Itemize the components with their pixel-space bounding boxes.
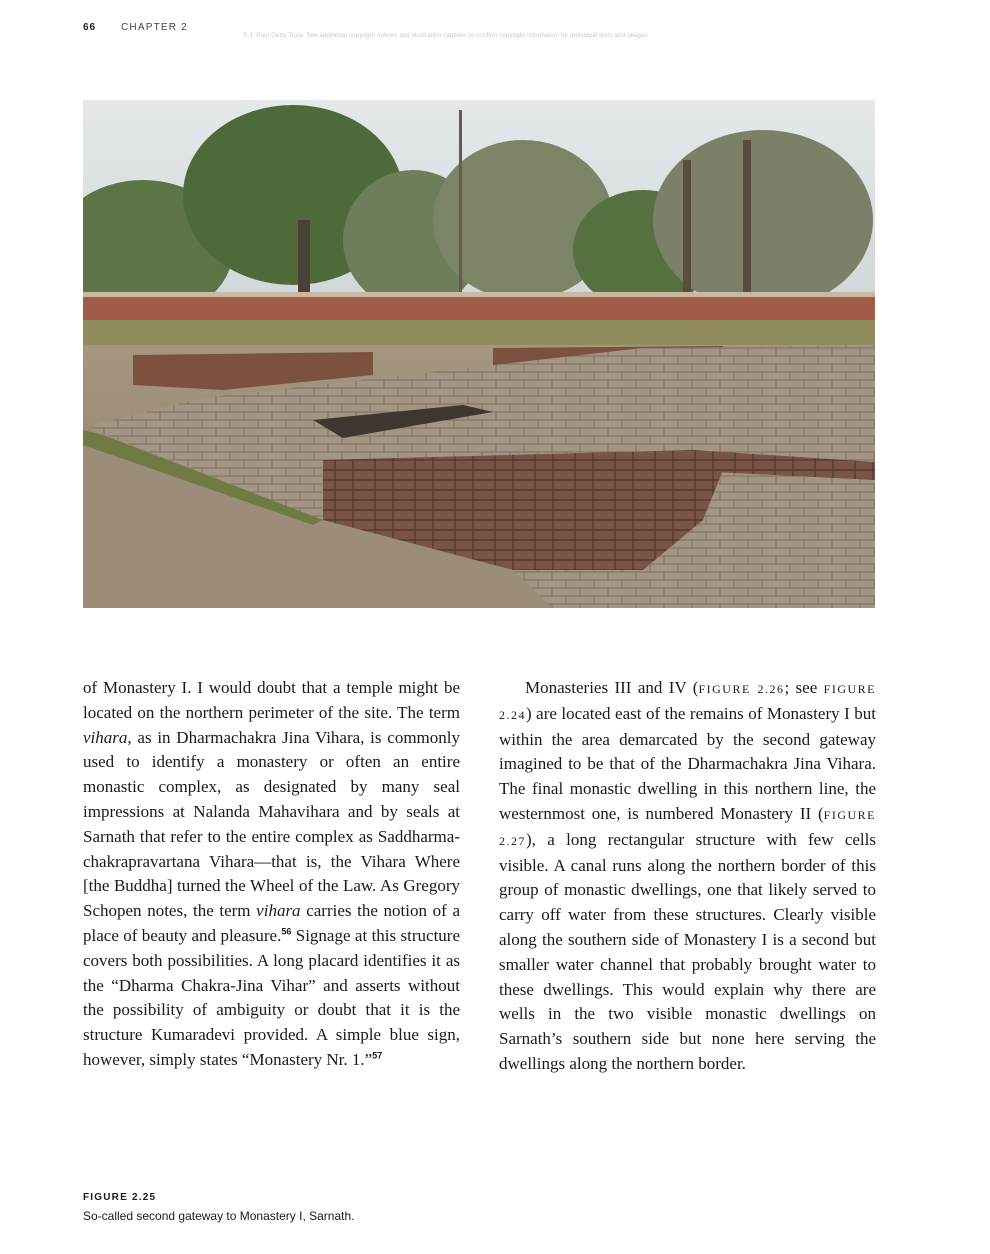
footnote-marker: 56: [281, 926, 292, 937]
figure-reference: FIGURE 2.27: [499, 807, 876, 848]
text-run: ; see: [784, 678, 824, 697]
text-run: ) are located east of the remains of Monastery I but within the area demarcated by the second gateway imagined to be that of the Dharmachakra Jina Vihara. The final monastic dwelling in this northern line, the westernmost one, is numbered Monastery II (: [499, 703, 876, 823]
text-run: of Monastery I. I would doubt that a temple might be located on the northern perimeter of the site. The term: [83, 678, 460, 722]
figure-caption-text: So-called second gateway to Monastery I, Sarnath.: [83, 1209, 355, 1223]
emphasis-vihara: vihara: [83, 727, 128, 747]
text-run: Monasteries III and IV (: [525, 678, 699, 697]
chapter-label: CHAPTER 2: [121, 22, 188, 33]
body-column-left: [83, 676, 460, 1073]
figure-photo: [83, 100, 875, 608]
figure-reference: FIGURE 2.24: [499, 682, 876, 722]
running-header: [83, 22, 188, 33]
body-column-right: [499, 676, 876, 1077]
copyright-notice: © J. Paul Getty Trust. See additional copyright notices and illustration captions to confirm copyright information for individual texts and images: [243, 33, 648, 39]
body-paragraph: [499, 676, 876, 1077]
emphasis-vihara: vihara: [256, 901, 301, 921]
page-number: 66: [83, 22, 97, 33]
text-run: ), a long rectangular structure with few cells visible. A canal runs along the northern border of this group of monastic dwellings, one that likely served to carry off water from these structures. Clearly visible along the southern side of Monastery I is a second but smaller water channel that probably brought water to these dwellings. This would explain why there are wells in the two visible monastic dwellings on Sarnath’s southern side but none here serving the dwellings along the northern border.: [499, 829, 876, 1073]
figure-label: FIGURE 2.25: [83, 1192, 157, 1203]
footnote-marker: 57: [372, 1050, 383, 1061]
text-run: , as in Dharmachakra Jina Vihara, is commonly used to identify a monastery or often an entire monastic complex, as designated by many seal impressions at Nalanda Mahavihara and by seals at Sarnath that refer to the entire complex as Saddharmachakrapravartana Vihara—that is, the Vihara Where [the Buddha] turned the Wheel of the Law. As Gregory Schopen notes, the term: [83, 727, 460, 921]
figure-reference: FIGURE 2.26: [698, 682, 785, 696]
text-run: carries the notion of a place of beauty and pleasure.: [83, 901, 460, 945]
body-paragraph: [83, 676, 460, 1073]
figure-caption: [83, 1192, 354, 1223]
text-run: Signage at this structure covers both possibilities. A long placard identifies it as the “Dharma Chakra-Jina Vihar” and asserts without the possibility of ambiguity or doubt that it is the structure Kumaradevi provided. A simple blue sign, however, simply states “Monastery Nr. 1.”: [83, 925, 460, 1069]
